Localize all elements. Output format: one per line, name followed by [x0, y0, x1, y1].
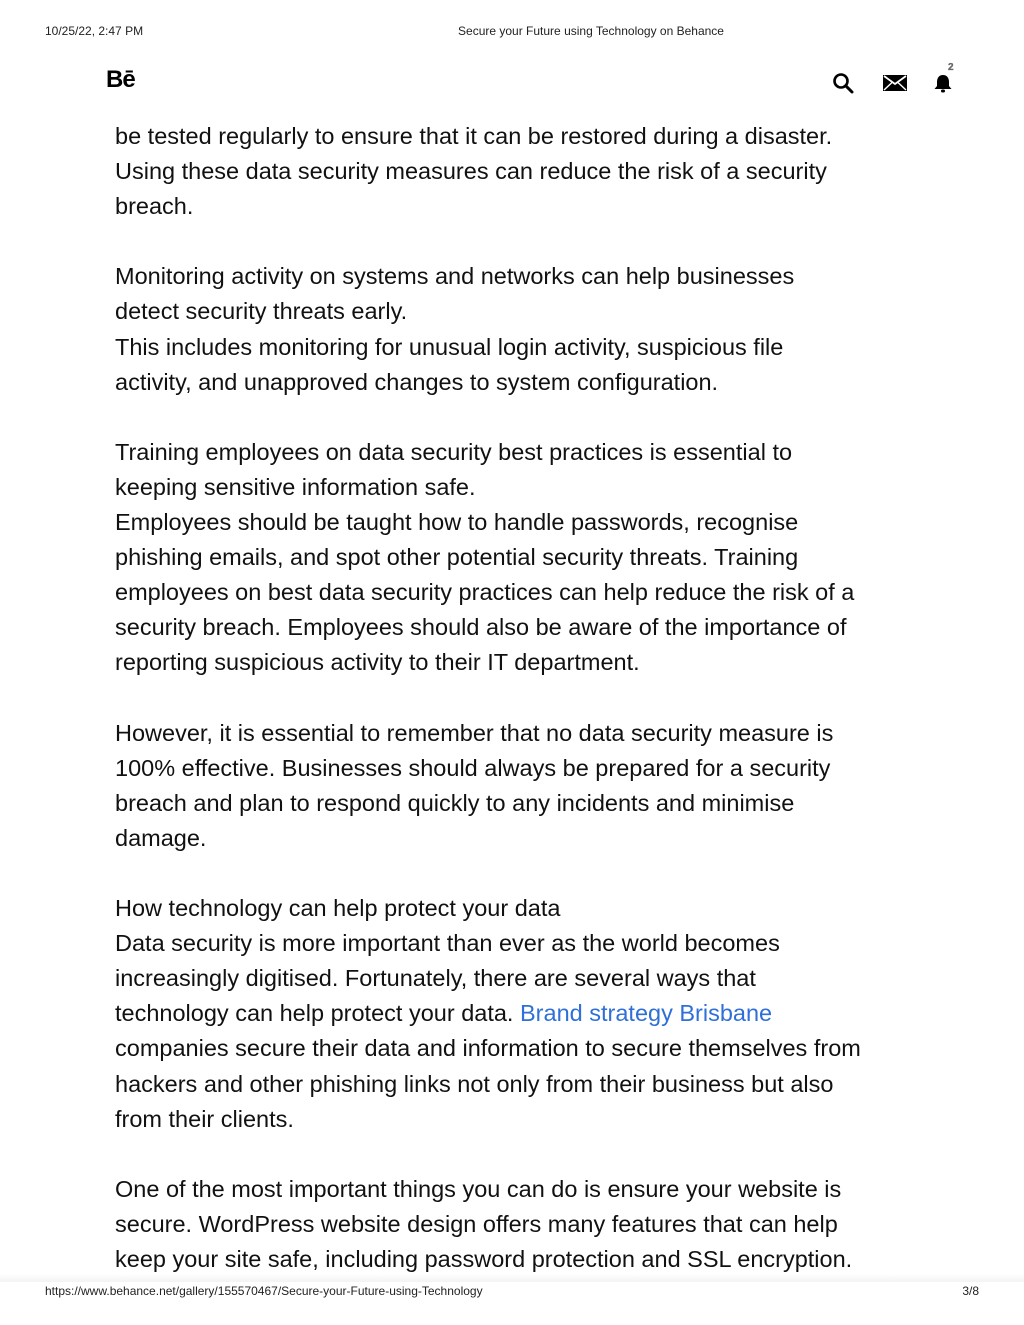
text-line: Training employees on data security best practices is essential to: [115, 438, 793, 465]
text-line: security breach. Employees should also be aware of the importance of: [115, 614, 847, 641]
article-body: [115, 119, 915, 1312]
text-line: activity, and unapproved changes to system configuration.: [115, 368, 719, 395]
footer-shadow: [0, 1274, 1024, 1282]
text-line: This includes monitoring for unusual login activity, suspicious file: [115, 333, 784, 360]
paragraph-backup-testing: [115, 119, 915, 224]
paragraph-monitoring: [115, 259, 915, 399]
text-line: hackers and other phishing links not only from their business but also: [115, 1070, 834, 1097]
text-line: secure. WordPress website design offers many features that can help: [115, 1210, 838, 1237]
notification-count-badge: 2: [948, 62, 954, 73]
text-line-with-link: [115, 996, 915, 1031]
text-line: breach.: [115, 193, 194, 220]
mail-icon[interactable]: [882, 70, 908, 96]
text-line: Using these data security measures can reduce the risk of a security: [115, 158, 827, 185]
text-line: Monitoring activity on systems and networks can help businesses: [115, 263, 795, 290]
text-line: Data security is more important than ever as the world becomes: [115, 930, 780, 957]
text-line: However, it is essential to remember that no data security measure is: [115, 719, 834, 746]
text-line: be tested regularly to ensure that it can be restored during a disaster.: [115, 123, 833, 149]
text-line: 100% effective. Businesses should always be prepared for a security: [115, 754, 831, 781]
search-icon[interactable]: [830, 70, 856, 96]
print-datetime: 10/25/22, 2:47 PM: [45, 24, 144, 38]
text-segment: technology can help protect your data.: [115, 1000, 520, 1027]
print-url: https://www.behance.net/gallery/155570467/Secure-your-Future-using-Technology: [45, 1284, 483, 1298]
section-heading: How technology can help protect your data: [115, 895, 561, 922]
text-line: from their clients.: [115, 1105, 294, 1132]
top-navigation-bar: [0, 58, 1024, 108]
text-line: breach and plan to respond quickly to any incidents and minimise: [115, 789, 795, 816]
paragraph-technology-protect: [115, 891, 915, 1137]
text-line: reporting suspicious activity to their IT department.: [115, 649, 640, 676]
text-line: One of the most important things you can do is ensure your website is: [115, 1175, 842, 1202]
print-header: [0, 24, 1024, 42]
text-line: employees on best data security practices can help reduce the risk of a: [115, 579, 855, 606]
text-line: keeping sensitive information safe.: [115, 473, 476, 500]
paragraph-no-measure-perfect: [115, 716, 915, 856]
text-line: increasingly digitised. Fortunately, there are several ways that: [115, 965, 756, 992]
paragraph-website-secure: [115, 1172, 915, 1277]
print-footer: [0, 1284, 1024, 1302]
behance-logo[interactable]: Bē: [106, 66, 135, 93]
text-line: Employees should be taught how to handle passwords, recognise: [115, 509, 799, 536]
print-page-title: Secure your Future using Technology on Behance: [458, 24, 724, 38]
text-line: phishing emails, and spot other potential security threats. Training: [115, 544, 799, 571]
brand-strategy-brisbane-link[interactable]: Brand strategy Brisbane: [520, 1000, 773, 1027]
text-line: detect security threats early.: [115, 298, 408, 325]
text-line: companies secure their data and information to secure themselves from: [115, 1035, 861, 1062]
paragraph-training: [115, 435, 915, 681]
print-page-indicator: 3/8: [962, 1284, 979, 1298]
text-line: damage.: [115, 824, 207, 851]
text-line: keep your site safe, including password protection and SSL encryption.: [115, 1246, 853, 1272]
bell-icon[interactable]: [930, 62, 956, 96]
